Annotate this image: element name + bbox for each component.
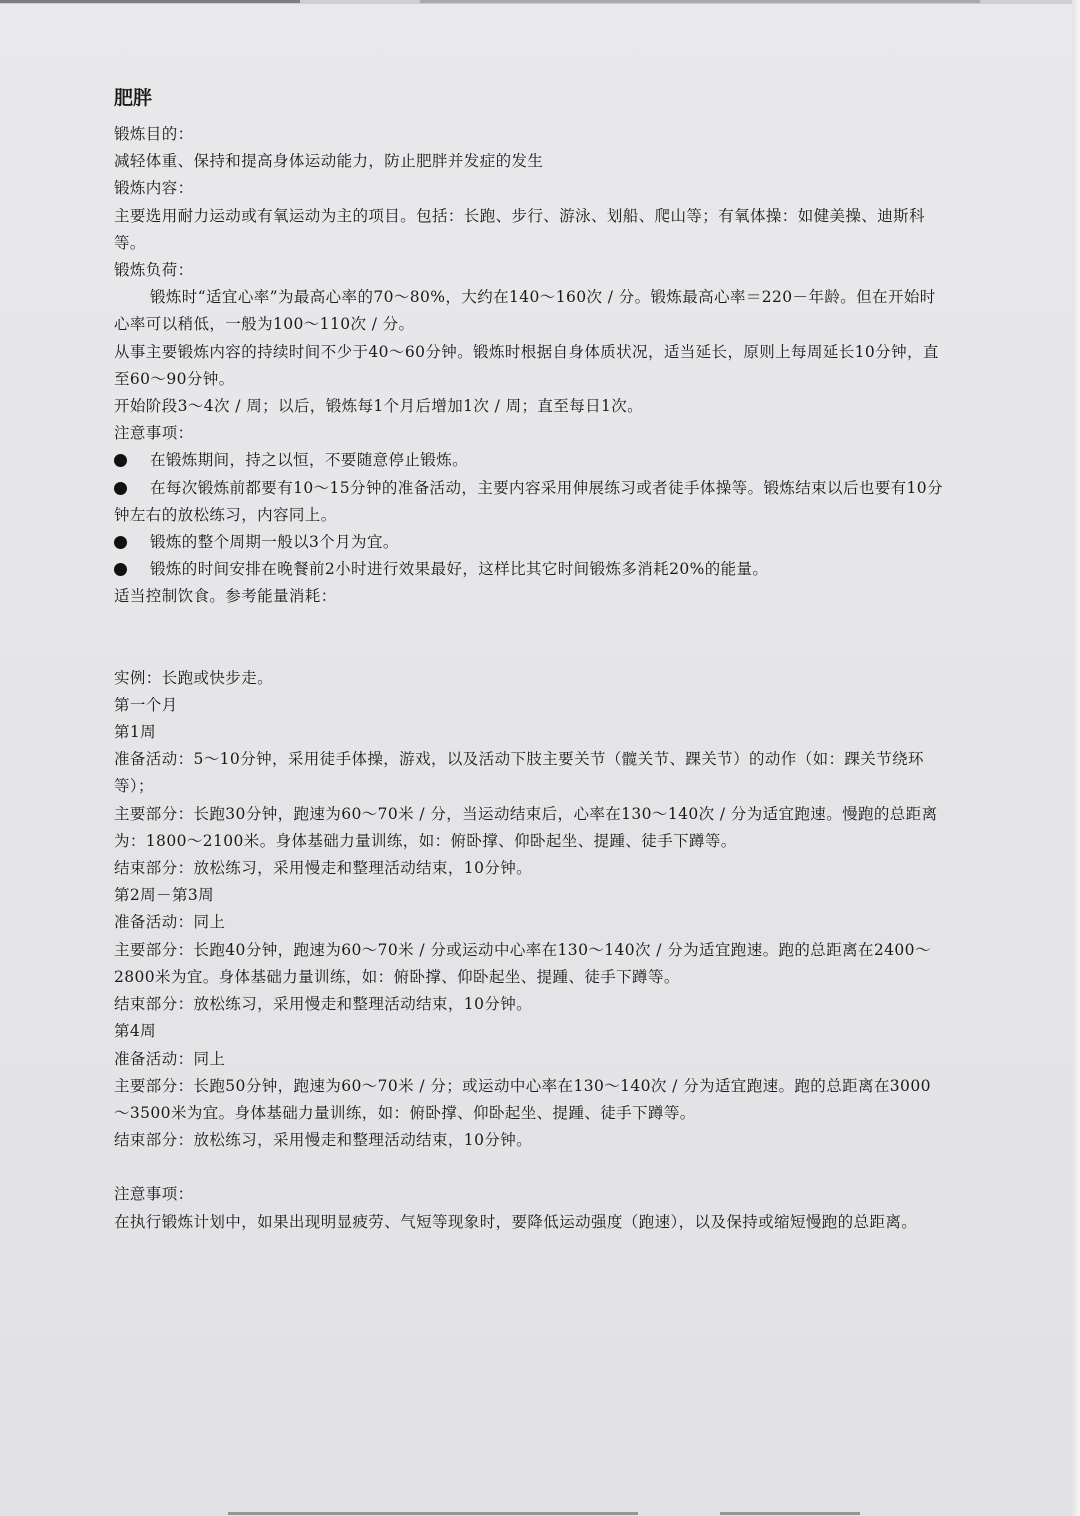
final-notes-label: 注意事项： [114,1185,194,1204]
note-item [114,475,944,529]
note-text: 锻炼的时间安排在晚餐前2小时进行效果最好，这样比其它时间锻炼多消耗20%的能量。 [150,560,769,579]
month-label: 第一个月 [114,695,178,714]
note-item [114,556,944,583]
diet-text: 适当控制饮食。参考能量消耗： [114,587,337,606]
week4-prep: 准备活动：同上 [114,1049,226,1068]
content-text: 主要选用耐力运动或有氧运动为主的项目。包括：长跑、步行、游泳、划船、爬山等；有氧体操：如健美操、迪斯科等。 [114,206,925,252]
bullet-icon [114,482,127,495]
week23-main: 主要部分：长跑40分钟，跑速为60～70米 / 分或运动中心率在130～140次 / 分为适宜跑速。跑的总距离在2400～2800米为宜。身体基础力量训练，如：俯卧撑、仰卧起坐、提踵、徒手下蹲等。 [114,940,931,986]
week23-label: 第2周－第3周 [114,886,215,905]
scan-artifact [0,0,300,3]
load-label: 锻炼负荷： [114,261,194,280]
page-right-edge [1072,0,1080,1516]
scan-artifact [228,1512,638,1515]
scan-artifact [720,1512,860,1515]
week1-prep: 准备活动：5～10分钟，采用徒手体操，游戏，以及活动下肢主要关节（髋关节、踝关节）的动作（如：踝关节绕环等）； [114,750,924,796]
example-label: 实例：长跑或快步走。 [114,668,274,687]
week23-end: 结束部分：放松练习，采用慢走和整理活动结束，10分钟。 [114,995,533,1014]
note-text: 在锻炼期间，持之以恒，不要随意停止锻炼。 [150,451,469,470]
note-text: 锻炼的整个周期一般以3个月为宜。 [150,533,399,552]
bullet-icon [114,536,127,549]
note-item [114,529,944,556]
week4-end: 结束部分：放松练习，采用慢走和整理活动结束，10分钟。 [114,1131,533,1150]
note-item [114,447,944,474]
week1-main: 主要部分：长跑30分钟，跑速为60～70米 / 分，当运动结束后，心率在130～140次 / 分为适宜跑速。慢跑的总距离为：1800～2100米。身体基础力量训练，如：俯卧撑、仰卧起坐、提踵、徒手下蹲等。 [114,804,938,850]
page-title: 肥胖 [114,87,153,109]
notes-label: 注意事项： [114,424,194,443]
week4-main: 主要部分：长跑50分钟，跑速为60～70米 / 分；或运动中心率在130～140次 / 分为适宜跑速。跑的总距离在3000～3500米为宜。身体基础力量训练，如：俯卧撑、仰卧起坐、提踵、徒手下蹲等。 [114,1076,931,1122]
load-text-frequency: 开始阶段3～4次 / 周；以后，锻炼每1个月后增加1次 / 周；直至每日1次。 [114,397,644,416]
goal-text: 减轻体重、保持和提高身体运动能力，防止肥胖并发症的发生 [114,152,544,171]
week4-label: 第4周 [114,1022,157,1041]
week1-label: 第1周 [114,723,157,742]
spacer [114,611,944,665]
bullet-icon [114,454,127,467]
document-body [114,80,944,1236]
note-text: 在每次锻炼前都要有10～15分钟的准备活动，主要内容采用伸展练习或者徒手体操等。锻炼结束以后也要有10分钟左右的放松练习，内容同上。 [114,478,943,524]
final-notes-text: 在执行锻炼计划中，如果出现明显疲劳、气短等现象时，要降低运动强度（跑速），以及保持或缩短慢跑的总距离。 [114,1212,918,1231]
load-text-heart-rate: 锻炼时“适宜心率”为最高心率的70～80%，大约在140～160次 / 分。锻炼最高心率＝220－年龄。但在开始时心率可以稍低，一般为100～110次 / 分。 [114,288,936,334]
week23-prep: 准备活动：同上 [114,913,226,932]
bullet-icon [114,563,127,576]
scan-artifact [420,0,980,3]
content-label: 锻炼内容： [114,179,194,198]
load-text-duration: 从事主要锻炼内容的持续时间不少于40～60分钟。锻炼时根据自身体质状况，适当延长，原则上每周延长10分钟，直至60～90分钟。 [114,342,939,388]
spacer [114,1154,944,1181]
goal-label: 锻炼目的： [114,125,194,143]
week1-end: 结束部分：放松练习，采用慢走和整理活动结束，10分钟。 [114,859,533,878]
